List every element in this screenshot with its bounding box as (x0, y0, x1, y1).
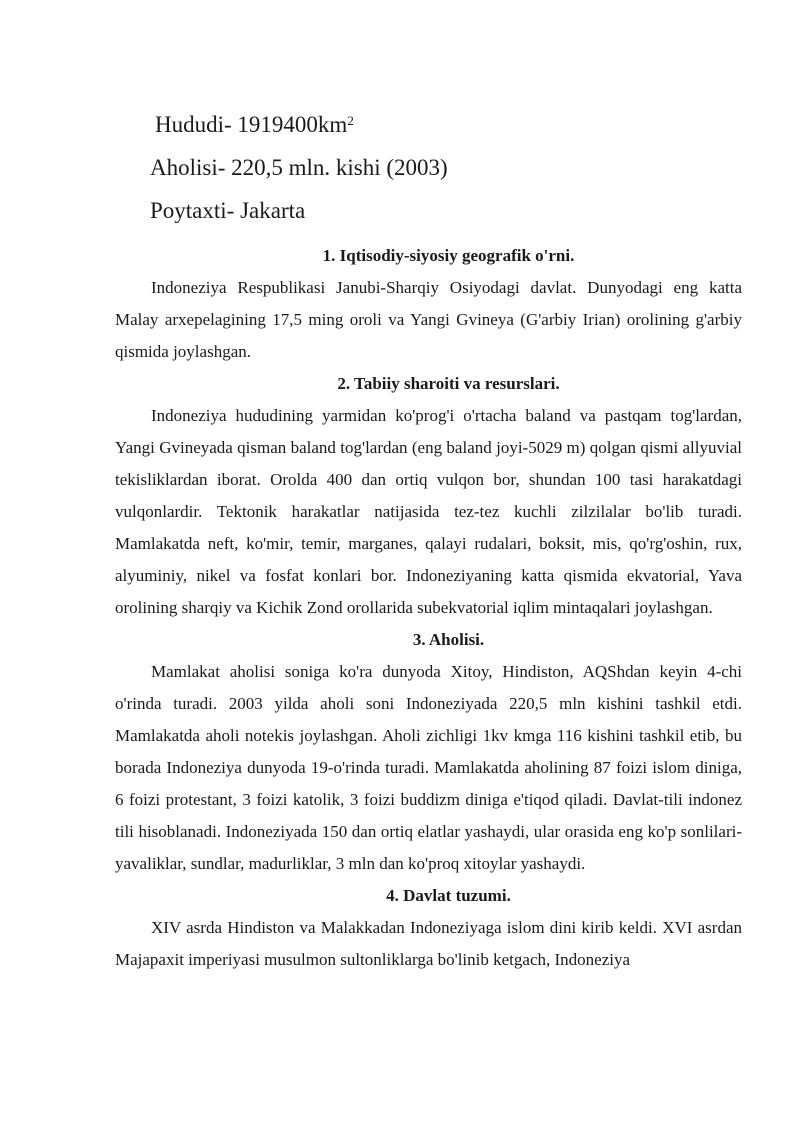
section-paragraph: Mamlakat aholisi soniga ko'ra dunyoda Xitoy, Hindiston, AQShdan keyin 4-chi o'rinda turadi. 2003 yilda aholi soni Indoneziyada 220,5 mln kishini tashkil etdi. Mamlakatda aholi notekis joylashgan. Aholi zichligi 1kv kmga 116 kishini tashkil etib, bu borada Indoneziya dunyoda 19-o'rinda turadi. Mamlakatda aholining 87 foizi islom diniga, 6 foizi protestant, 3 foizi katolik, 3 foizi buddizm diniga e'tiqod qiladi. Davlat-tili indonez tili hisoblanadi. Indoneziyada 150 dan ortiq elatlar yashaydi, ular orasida eng ko'p sonlilari-yavaliklar, sundlar, madurliklar, 3 mln dan ko'proq xitoylar yashaydi. (115, 662, 742, 873)
section-paragraph: XIV asrda Hindiston va Malakkadan Indoneziyaga islom dini kirib keldi. XVI asrdan Majapaxit imperiyasi musulmon sultonliklarga bo'linib ketgach, Indoneziya (115, 918, 742, 969)
area-superscript: 2 (347, 113, 354, 128)
capital-fact: Poytaxti- Jakarta (150, 198, 306, 223)
section-title: 2. Tabiiy sharoiti va resurslari. (337, 374, 560, 393)
area-fact (155, 113, 448, 136)
section-title: 3. Aholisi. (412, 630, 485, 649)
country-facts (150, 113, 448, 242)
document-body (115, 240, 742, 976)
section-paragraph: Indoneziya hududining yarmidan ko'prog'i o'rtacha baland va pastqam tog'lardan, Yangi Gvineyada qisman baland tog'lardan (eng baland joyi-5029 m) qolgan qismi allyuvial tekisliklardan iborat. Orolda 400 dan ortiq vulqon bor, shundan 100 tasi harakatdagi vulqonlardir. Tektonik harakatlar natijasida tez-tez kuchli zilzilalar bo'lib turadi. Mamlakatda neft, ko'mir, temir, marganes, qalayi rudalari, boksit, mis, qo'rg'oshin, rux, alyuminiy, nikel va fosfat konlari bor. Indoneziyaning katta qismida ekvatorial, Yava orolining sharqiy va Kichik Zond orollarida subekvatorial iqlim mintaqalari joylashgan. (115, 406, 742, 617)
section-title: 4. Davlat tuzumi. (386, 886, 511, 905)
section-paragraph: Indoneziya Respublikasi Janubi-Sharqiy Osiyodagi davlat. Dunyodagi eng katta Malay arxepelagining 17,5 ming oroli va Yangi Gvineya (G'arbiy Irian) orolining g'arbiy qismida joylashgan. (115, 278, 742, 361)
section-title: 1. Iqtisodiy-siyosiy geografik o'rni. (322, 246, 575, 265)
area-text: Hududi- 1919400km (155, 112, 348, 137)
population-fact: Aholisi- 220,5 mln. kishi (2003) (150, 155, 448, 180)
